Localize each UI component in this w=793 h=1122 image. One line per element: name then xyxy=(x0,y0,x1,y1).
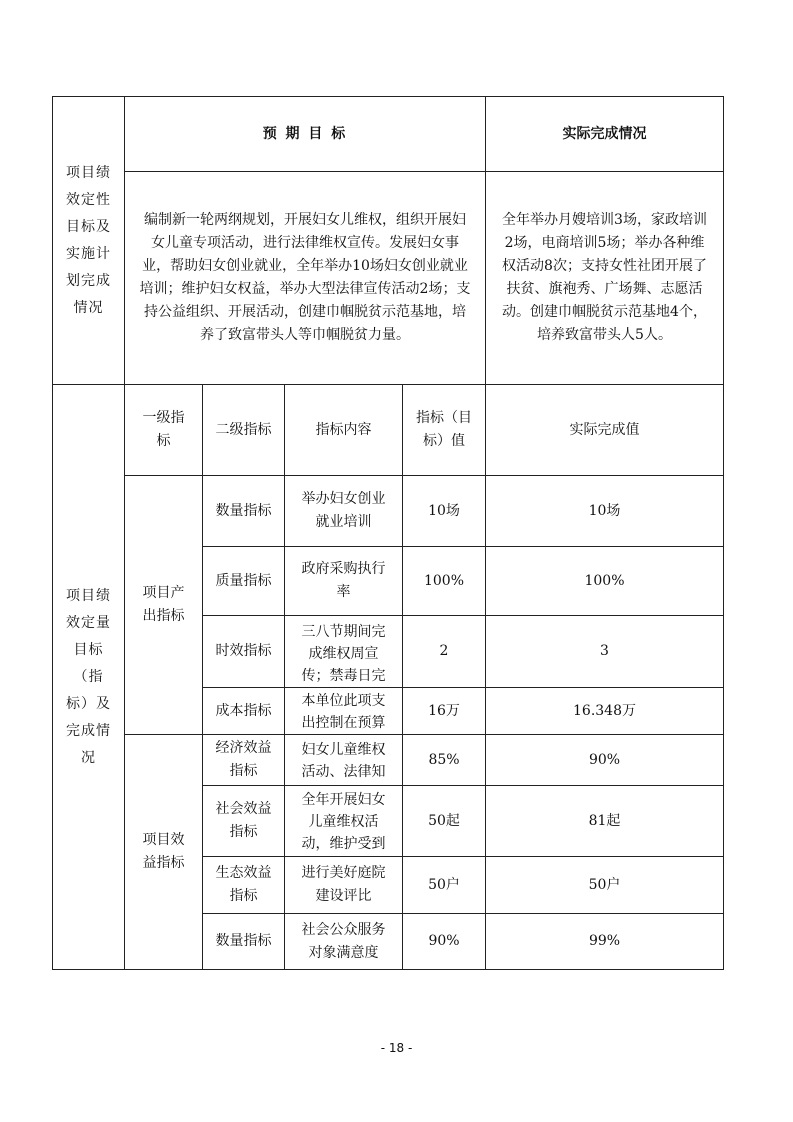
content-header: 指标内容 xyxy=(285,385,403,476)
expected-goal-header: 预 期 目 标 xyxy=(125,97,486,172)
target-cell: 100% xyxy=(403,547,486,616)
target-cell: 85% xyxy=(403,735,486,786)
actual-cell: 50户 xyxy=(486,857,724,914)
content-cell: 全年开展妇女儿童维权活动，维护受到 xyxy=(285,786,403,857)
content-cell: 本单位此项支出控制在预算 xyxy=(285,688,403,735)
actual-cell: 99% xyxy=(486,914,724,970)
level2-cell: 时效指标 xyxy=(203,616,285,688)
level2-cell: 社会效益指标 xyxy=(203,786,285,857)
actual-cell: 16.348万 xyxy=(486,688,724,735)
level2-header: 二级指标 xyxy=(203,385,285,476)
actual-value-header: 实际完成值 xyxy=(486,385,724,476)
benefit-indicator-group: 项目效益指标 xyxy=(125,735,203,970)
target-cell: 50户 xyxy=(403,857,486,914)
level2-cell: 数量指标 xyxy=(203,914,285,970)
content-cell: 进行美好庭院建设评比 xyxy=(285,857,403,914)
target-cell: 16万 xyxy=(403,688,486,735)
level2-cell: 数量指标 xyxy=(203,476,285,547)
qualitative-section-label: 项目绩效定性目标及实施计划完成情况 xyxy=(53,97,125,385)
content-cell: 政府采购执行率 xyxy=(285,547,403,616)
table-row xyxy=(53,476,724,547)
level2-cell: 质量指标 xyxy=(203,547,285,616)
content-cell: 妇女儿童维权活动、法律知 xyxy=(285,735,403,786)
content-cell: 举办妇女创业就业培训 xyxy=(285,476,403,547)
page-number: - 18 - xyxy=(380,1041,413,1055)
level2-cell: 成本指标 xyxy=(203,688,285,735)
level2-cell: 生态效益指标 xyxy=(203,857,285,914)
level2-cell: 经济效益指标 xyxy=(203,735,285,786)
target-cell: 10场 xyxy=(403,476,486,547)
target-header: 指标（目标）值 xyxy=(403,385,486,476)
table-row xyxy=(53,735,724,786)
actual-cell: 3 xyxy=(486,616,724,688)
expected-goal-text: 编制新一轮两纲规划，开展妇女儿维权，组织开展妇女儿童专项活动，进行法律维权宣传。发展妇女事业，帮助妇女创业就业，全年举办10场妇女创业就业培训；维护妇女权益，举办大型法律宣传活动2场；支持公益组织、开展活动，创建巾帼脱贫示范基地，培养了致富带头人等巾帼脱贫力量。 xyxy=(125,172,486,385)
target-cell: 90% xyxy=(403,914,486,970)
actual-cell: 81起 xyxy=(486,786,724,857)
actual-cell: 10场 xyxy=(486,476,724,547)
actual-cell: 90% xyxy=(486,735,724,786)
target-cell: 50起 xyxy=(403,786,486,857)
actual-cell: 100% xyxy=(486,547,724,616)
content-cell: 三八节期间完成维权周宣传；禁毒日完 xyxy=(285,616,403,688)
output-indicator-group: 项目产出指标 xyxy=(125,476,203,735)
actual-completion-text: 全年举办月嫂培训3场，家政培训2场，电商培训5场；举办各种维权活动8次；支持女性社团开展了扶贫、旗袍秀、广场舞、志愿活动。创建巾帼脱贫示范基地4个，培养致富带头人5人。 xyxy=(486,172,724,385)
level1-header: 一级指标 xyxy=(125,385,203,476)
performance-table xyxy=(52,96,724,970)
target-cell: 2 xyxy=(403,616,486,688)
content-cell: 社会公众服务对象满意度 xyxy=(285,914,403,970)
actual-completion-header: 实际完成情况 xyxy=(486,97,724,172)
quantitative-section-label: 项目绩效定量目标（指标）及完成情况 xyxy=(53,385,125,970)
